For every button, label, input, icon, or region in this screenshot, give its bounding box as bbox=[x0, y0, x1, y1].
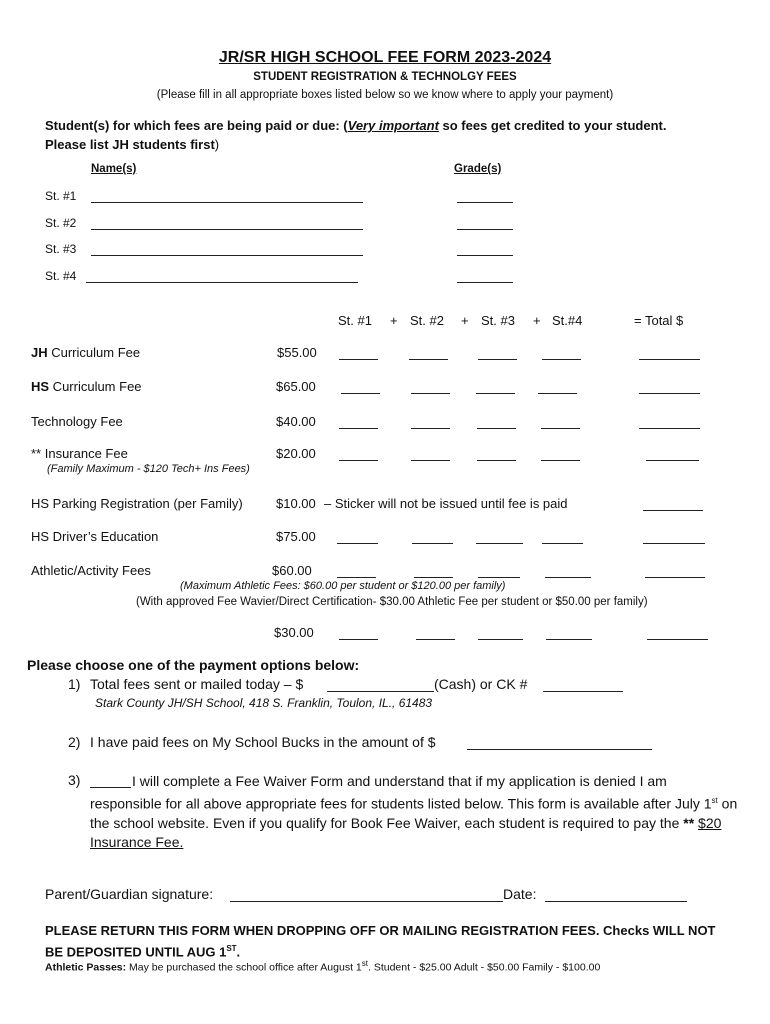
intro-line1-a: Student(s) for which fees are being paid or due: ( bbox=[45, 118, 348, 133]
drivers-education-label: HS Driver’s Education bbox=[31, 529, 159, 544]
athletic-activity-amount: $60.00 bbox=[272, 563, 312, 578]
option-3-paragraph bbox=[90, 772, 740, 852]
athletic-st4-field[interactable] bbox=[545, 577, 591, 578]
parking-total-field[interactable] bbox=[643, 510, 703, 511]
option-1-check-field[interactable] bbox=[543, 691, 623, 692]
ins-total-field[interactable] bbox=[646, 460, 699, 461]
reduced-st2-field[interactable] bbox=[416, 639, 455, 640]
athletic-waiver-note: (With approved Fee Wavier/Direct Certification- $30.00 Athletic Fee per student or $50.00 per family) bbox=[136, 596, 648, 608]
hs-bold: HS bbox=[31, 379, 50, 394]
student-row-label: St. #4 bbox=[45, 269, 77, 283]
date-label: Date: bbox=[503, 886, 537, 902]
intro-line2-b: ) bbox=[214, 137, 220, 152]
athletic-activity-label: Athletic/Activity Fees bbox=[31, 563, 151, 578]
option-3-stars: ** bbox=[683, 814, 699, 831]
col-header-total: = Total $ bbox=[634, 313, 684, 328]
athletic-passes-label: Athletic Passes: bbox=[45, 961, 127, 974]
parking-sticker-note: – Sticker will not be issued until fee is paid bbox=[324, 496, 568, 511]
reduced-st1-field[interactable] bbox=[339, 639, 378, 640]
form-title: JR/SR HIGH SCHOOL FEE FORM 2023-2024 bbox=[218, 49, 552, 66]
reduced-st4-field[interactable] bbox=[546, 639, 592, 640]
hs-label-text: Curriculum Fee bbox=[49, 379, 142, 394]
intro-line1-b: so fees get credited to your student. bbox=[438, 118, 667, 133]
jh-st2-field[interactable] bbox=[409, 359, 448, 360]
insurance-fee-amount: $20.00 bbox=[276, 446, 316, 461]
option-3-text-a: I will complete a Fee Waiver Form and understand that if my application is denied I am responsible for all above appropriate fees for students listed below. This form is available after July 1 bbox=[90, 773, 712, 812]
student-3-name-field[interactable] bbox=[91, 255, 363, 256]
jh-st4-field[interactable] bbox=[542, 359, 581, 360]
athletic-total-field[interactable] bbox=[645, 577, 705, 578]
tech-st2-field[interactable] bbox=[411, 428, 450, 429]
option-2-text: I have paid fees on My School Bucks in the amount of $ bbox=[90, 734, 436, 750]
athletic-max-note: (Maximum Athletic Fees: $60.00 per student or $120.00 per family) bbox=[180, 580, 506, 592]
jh-total-field[interactable] bbox=[639, 359, 700, 360]
student-2-name-field[interactable] bbox=[91, 229, 363, 230]
option-3-sup: st bbox=[711, 796, 718, 805]
hs-curriculum-label bbox=[31, 379, 142, 394]
option-1-text-a: Total fees sent or mailed today – $ bbox=[90, 676, 304, 692]
intro-important: Very important bbox=[347, 118, 439, 133]
col-plus: + bbox=[390, 313, 398, 328]
school-address: Stark County JH/SH School, 418 S. Franklin, Toulon, IL., 61483 bbox=[95, 696, 433, 710]
drivers-st1-field[interactable] bbox=[337, 543, 378, 544]
student-row-label: St. #2 bbox=[45, 216, 77, 230]
insurance-fee-label: ** Insurance Fee bbox=[31, 446, 128, 461]
tech-total-field[interactable] bbox=[639, 428, 700, 429]
hs-st3-field[interactable] bbox=[476, 393, 515, 394]
drivers-total-field[interactable] bbox=[643, 543, 705, 544]
drivers-st2-field[interactable] bbox=[412, 543, 453, 544]
form-instructions: (Please fill in all appropriate boxes listed below so we know where to apply your payment) bbox=[156, 89, 614, 101]
parking-registration-amount: $10.00 bbox=[276, 496, 316, 511]
passes-text-a: May be purchased the school office after August 1 bbox=[126, 961, 362, 974]
return-instructions bbox=[45, 922, 725, 961]
option-1-text-b: (Cash) or CK # bbox=[434, 676, 528, 692]
drivers-education-amount: $75.00 bbox=[276, 529, 316, 544]
intro-text bbox=[45, 116, 666, 154]
option-3-text-b: on the school website. Even if you qualify for Book Fee Waiver, each student is required to pay the bbox=[90, 795, 738, 831]
grades-header: Grade(s) bbox=[454, 163, 502, 175]
passes-text-b: . Student - $25.00 Adult - $50.00 Family - $100.00 bbox=[367, 961, 601, 974]
col-plus: + bbox=[461, 313, 469, 328]
hs-curriculum-amount: $65.00 bbox=[276, 379, 316, 394]
parent-signature-label: Parent/Guardian signature: bbox=[45, 886, 214, 902]
athletic-passes-note bbox=[45, 959, 600, 974]
parking-registration-label: HS Parking Registration (per Family) bbox=[31, 496, 243, 511]
insurance-family-max-note: (Family Maximum - $120 Tech+ Ins Fees) bbox=[47, 463, 250, 475]
jh-st3-field[interactable] bbox=[478, 359, 517, 360]
col-header-st4: St.#4 bbox=[552, 313, 583, 328]
ins-st4-field[interactable] bbox=[541, 460, 580, 461]
col-plus: + bbox=[533, 313, 541, 328]
drivers-st3-field[interactable] bbox=[476, 543, 523, 544]
jh-curriculum-amount: $55.00 bbox=[277, 345, 317, 360]
names-header: Name(s) bbox=[91, 163, 137, 175]
drivers-st4-field[interactable] bbox=[542, 543, 583, 544]
student-2-grade-field[interactable] bbox=[457, 229, 513, 230]
athletic-st2-field[interactable] bbox=[414, 577, 453, 578]
insurance-fee-reference: $20 Insurance Fee. bbox=[90, 814, 722, 850]
athletic-st1-field[interactable] bbox=[337, 577, 376, 578]
option-1-cash-field[interactable] bbox=[327, 691, 434, 692]
option-1-number: 1) bbox=[68, 676, 81, 692]
col-header-st3: St. #3 bbox=[481, 313, 515, 328]
jh-st1-field[interactable] bbox=[339, 359, 378, 360]
return-text-b: . bbox=[236, 944, 241, 960]
hs-total-field[interactable] bbox=[639, 393, 700, 394]
return-sup: ST bbox=[226, 944, 237, 953]
col-header-st2: St. #2 bbox=[410, 313, 444, 328]
hs-st1-field[interactable] bbox=[341, 393, 380, 394]
student-4-grade-field[interactable] bbox=[457, 282, 513, 283]
student-1-grade-field[interactable] bbox=[457, 202, 513, 203]
option-2-amount-field[interactable] bbox=[467, 749, 652, 750]
ins-st1-field[interactable] bbox=[339, 460, 378, 461]
jh-bold: JH bbox=[31, 345, 48, 360]
jh-curriculum-label bbox=[31, 345, 140, 360]
date-field[interactable] bbox=[545, 901, 687, 902]
tech-st1-field[interactable] bbox=[339, 428, 378, 429]
intro-line2-a: Please list JH students first bbox=[45, 137, 215, 152]
student-4-name-field[interactable] bbox=[86, 282, 358, 283]
tech-st3-field[interactable] bbox=[477, 428, 516, 429]
reduced-total-field[interactable] bbox=[647, 639, 708, 640]
student-3-grade-field[interactable] bbox=[457, 255, 513, 256]
jh-label-text: Curriculum Fee bbox=[47, 345, 141, 360]
payment-options-header: Please choose one of the payment options below: bbox=[27, 657, 360, 673]
tech-st4-field[interactable] bbox=[541, 428, 580, 429]
athletic-st3-field[interactable] bbox=[478, 577, 520, 578]
ins-st3-field[interactable] bbox=[477, 460, 516, 461]
technology-fee-amount: $40.00 bbox=[276, 414, 316, 429]
technology-fee-label: Technology Fee bbox=[31, 414, 123, 429]
passes-sup: st bbox=[361, 959, 368, 968]
reduced-st3-field[interactable] bbox=[478, 639, 523, 640]
return-text-a: PLEASE RETURN THIS FORM WHEN DROPPING OFF OR MAILING REGISTRATION FEES. Checks WILL NOT BE DEPOSITED UNTIL AUG 1 bbox=[45, 923, 716, 960]
hs-st4-field[interactable] bbox=[538, 393, 577, 394]
reduced-athletic-amount: $30.00 bbox=[274, 625, 314, 640]
student-row-label: St. #1 bbox=[45, 189, 77, 203]
parent-signature-field[interactable] bbox=[230, 901, 503, 902]
form-subtitle: STUDENT REGISTRATION & TECHNOLGY FEES bbox=[253, 71, 517, 83]
hs-st2-field[interactable] bbox=[411, 393, 450, 394]
option-3-number: 3) bbox=[68, 772, 81, 788]
student-row-label: St. #3 bbox=[45, 242, 77, 256]
student-1-name-field[interactable] bbox=[91, 202, 363, 203]
col-header-st1: St. #1 bbox=[338, 313, 372, 328]
ins-st2-field[interactable] bbox=[411, 460, 450, 461]
option-2-number: 2) bbox=[68, 734, 81, 750]
